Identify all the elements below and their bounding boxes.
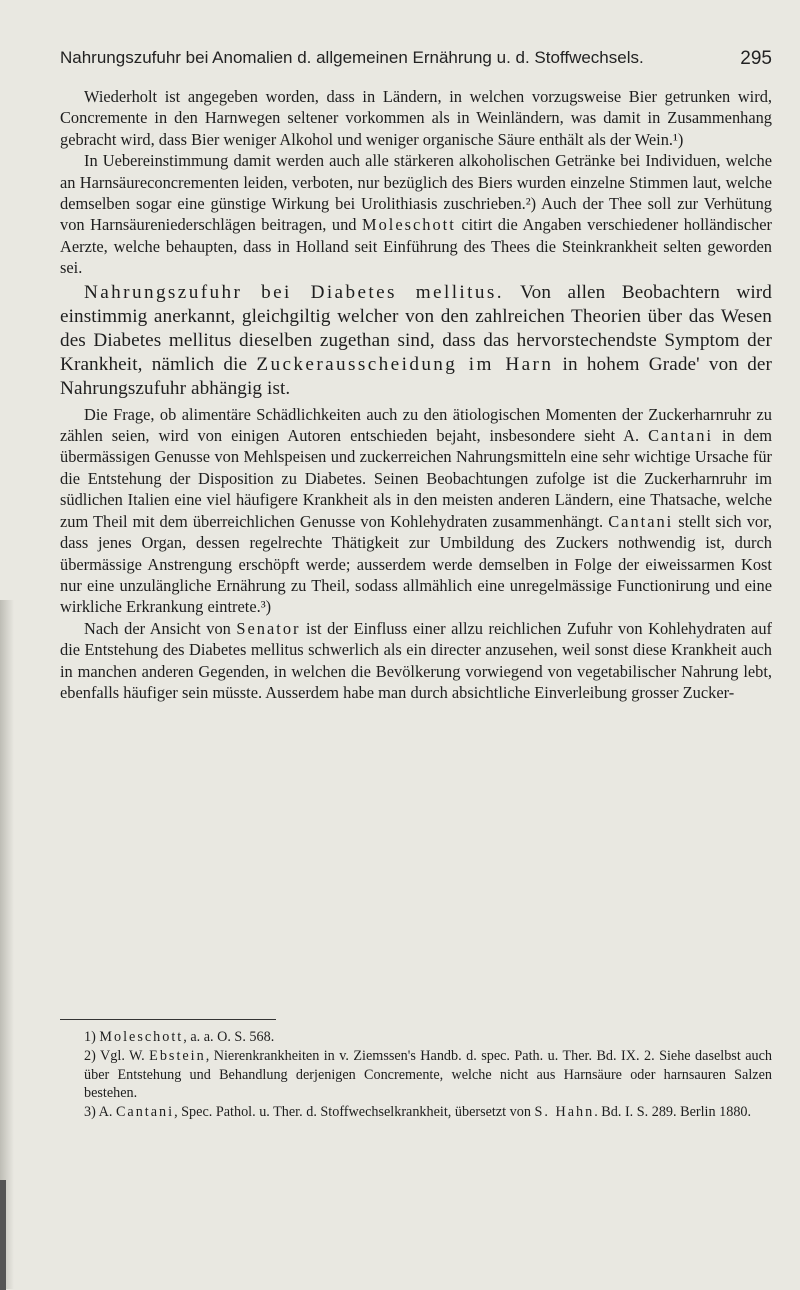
section-text-2: in hohem Grade' von der Nahrungszufuhr abhängig ist. <box>60 353 773 399</box>
page-number: 295 <box>740 48 772 69</box>
paragraph-beer: Wiederholt ist angegeben worden, dass in Ländern, in welchen vorzugsweise Bier getrunken wird, Concremente in den Harnwegen seltener vorkommen als in Weinländern, was damit in Zusammenhang gebracht wird, dass Bier weniger Alkohol und weniger organische Säure enthält als der Wein.¹) <box>60 87 772 149</box>
footnote-3-number: 3) <box>84 1104 96 1121</box>
footnote-3-text: , Spec. Pathol. u. Ther. d. Stoffwechselkrankheit, übersetzt von <box>174 1104 531 1121</box>
page-spine-shadow <box>0 1180 6 1290</box>
section-emphasis: Zuckerausscheidung im Harn <box>256 353 554 375</box>
paragraph-cantani-text-b: in dem übermässigen Genusse von Mehlspeisen und zuckerreichen Nahrungsmitteln eine sehr wichtige Ursache für die Entstehung der Disposition zu Diabetes. Seinen Beobachtungen zufolge ist die Zuckerharnruhr im südlichen Italien eine viel häufigere Krankheit als in den meisten anderen Ländern, eine Thatsache, welche zum Theil mit dem überreichlichen Genusse von Kohlehydraten zusammenhängt. <box>60 426 772 531</box>
footnote-2-text: , Nierenkrankheiten in v. Ziemssen's Handb. d. spec. Path. u. Ther. Bd. IX. 2. Siehe daselbst auch über Entstehung und Behandlung derjenigen Concremente, welche nicht aus Harnsäure oder harnsauren Salzen bestehen. <box>84 1047 772 1102</box>
main-text <box>60 86 772 703</box>
author-cantani-1: Cantani <box>648 426 714 446</box>
running-title: Nahrungszufuhr bei Anomalien d. allgemeinen Ernährung u. d. Stoffwechsels. <box>60 48 644 67</box>
paragraph-senator-text-a: Nach der Ansicht von <box>84 618 231 638</box>
paragraph-senator-text-b: ist der Einfluss einer allzu reichlichen Zufuhr von Kohlehydraten auf die Entstehung des Diabetes mellitus schwerlich als ein directer anzusehen, weil sonst diese Krankheit auch in manchen anderen Gegenden, in welchen die Bevölkerung vorwiegend von vegetabilischer Nahrung lebt, ebenfalls häufiger sein müsste. Ausserdem habe man durch absichtliche Einverleibung grosser Zucker- <box>60 618 772 702</box>
paragraph-alcohol <box>60 150 772 278</box>
footnote-1-author: Moleschott <box>99 1029 184 1045</box>
section-diabetes <box>60 281 772 401</box>
paragraph-alcohol-text: In Uebereinstimmung damit werden auch alle stärkeren alkoholischen Getränke bei Individuen, welche an Harnsäureconcrementen leiden, verboten, nur bezüglich des Biers wurden einzelne Stimmen laut, welche demselben sogar eine günstige Wirkung bei Urolithiasis zuschrieben.²) Auch der Thee soll zur Verhütung von Harnsäureniederschlägen beitragen, und <box>60 151 772 235</box>
footnote-3-translator: S. Hahn <box>534 1104 595 1121</box>
footnote-3-author: Cantani <box>115 1104 175 1121</box>
paragraph-senator <box>60 618 772 704</box>
author-cantani-2: Cantani <box>608 511 674 531</box>
footnote-3-pre: A. <box>98 1104 113 1121</box>
footnote-1 <box>60 1028 772 1047</box>
footnote-3 <box>60 1103 772 1122</box>
footnote-2-author: Ebstein <box>149 1047 206 1064</box>
footnote-3-tail: . Bd. I. S. 289. Berlin 1880. <box>594 1104 752 1121</box>
author-moleschott: Moleschott <box>362 215 456 235</box>
paragraph-cantani-text-c: stellt sich vor, dass jenes Organ, dessen regelrechte Thätigkeit zur Umbildung des Zuckers nothwendig ist, durch übermässige Anstrengung erschöpft werde; ausserdem werde demselben in Folge der eiweissarmen Kost nur eine unzulängliche Ernährung zu Theil, sodass allmählich eine unregelmässige Functionirung und eine wirkliche Erkrankung eintrete.³) <box>60 511 772 617</box>
section-text-1: Von allen Beobachtern wird einstimmig anerkannt, gleichgiltig welcher von den zahlreichen Theorien über das Wesen des Diabetes mellitus dieselben zugethan sind, dass das hervorstechendste Symptom der Krankheit, nämlich die <box>60 281 772 375</box>
paragraph-alcohol-rest: citirt die Angaben verschiedener holländischer Aerzte, welche behaupten, dass in Holland seit Einführung des Thees die Steinkrankheit selten geworden sei. <box>60 215 772 278</box>
footnote-2-pre: Vgl. W. <box>100 1047 145 1064</box>
footnote-divider <box>60 1019 276 1020</box>
footnote-1-text: , a. a. O. S. 568. <box>183 1029 275 1045</box>
footnotes <box>60 1028 772 1122</box>
footnote-1-number: 1) <box>84 1029 96 1045</box>
footnote-2-number: 2) <box>84 1047 96 1064</box>
section-title: Nahrungszufuhr bei Diabetes mellitus. <box>84 281 504 303</box>
paragraph-cantani-text-a: Die Frage, ob alimentäre Schädlichkeiten auch zu den ätiologischen Momenten der Zuckerharnruhr zu zählen seien, wird von einigen Autoren entschieden bejaht, insbesondere sieht A. <box>60 404 772 446</box>
author-senator: Senator <box>236 618 301 638</box>
footnote-2 <box>60 1047 772 1103</box>
paragraph-cantani <box>60 404 772 618</box>
